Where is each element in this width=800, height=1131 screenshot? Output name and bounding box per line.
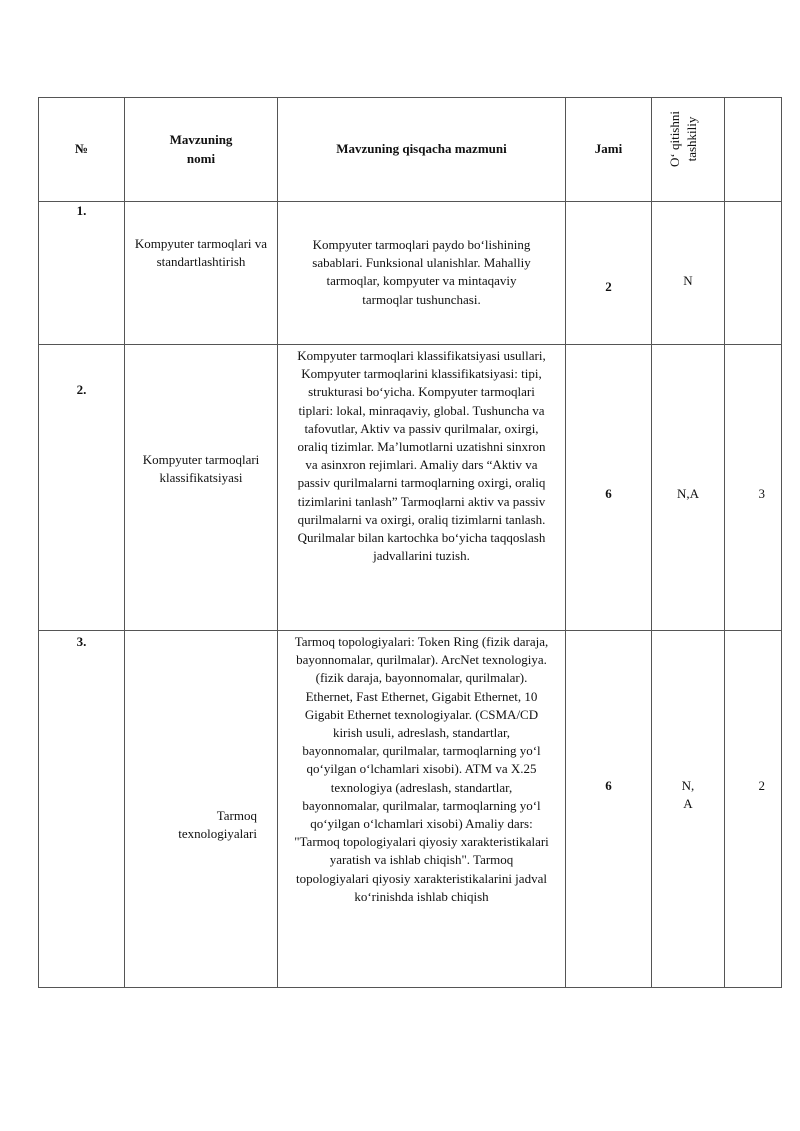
syllabus-table xyxy=(38,97,782,988)
row-form xyxy=(652,345,725,631)
header-number-label: № xyxy=(74,141,89,157)
row-total xyxy=(566,631,652,988)
row-number: 2. xyxy=(76,382,87,397)
row-number: 1. xyxy=(39,202,125,345)
row-topic-name-text: Kompyuter tarmoqlari va standartlashtirish xyxy=(134,236,268,270)
row-total-value: 2 xyxy=(605,279,612,294)
row-topic-name-line: Tarmoq texnologiyalari xyxy=(178,808,257,842)
row-summary-text: Tarmoq topologiyalari: Token Ring (fizik daraja, bayonnomalar, qurilmalar). ArcNet texnologiya. (fizik daraja, bayonnomalar, qurilmalar). Ethernet, Fast Ethernet, Gigabit Ethernet, 10 Gigabit Ethernet texnologiyalar. (CSMA/CD kirish usuli, adreslash, standartlar, bayonnomalar, qurilmalar, tarmoqlarning yo‘l qo‘yilgan o‘lchamlari xisobi). ATM va X.25 texnologiya (adreslash, standartlar, bayonnomalar, qurilmalar, tarmoqlarning yo‘l qo‘yilgan o‘lchamlari xisobi) Amaliy dars: "Tarmoq topologiyalari qiyosiy xarakteristikalari yaratish va ishlab chiqish". Tarmoq topologiyalari qiyosiy xarakteristikalarini jadval ko‘rinishda ishlab chiqish xyxy=(294,634,549,904)
row-topic-name-text xyxy=(125,631,257,843)
header-topic-summary xyxy=(278,98,566,202)
header-extra xyxy=(725,98,782,202)
header-number xyxy=(39,98,125,202)
row-extra xyxy=(725,631,782,988)
row-form-value: N,A xyxy=(676,486,700,501)
row-summary-text: Kompyuter tarmoqlari paydo bo‘lishining sabablari. Funksional ulanishlar. Mahalliy tarmoqlar, kompyuter va mintaqaviy tarmoqlar tushunchasi. xyxy=(312,237,531,307)
row-number: 3. xyxy=(76,634,87,649)
header-total-label: Jami xyxy=(594,141,623,157)
row-total xyxy=(566,202,652,345)
row-number-cell xyxy=(39,631,125,988)
row-form-value: N, A xyxy=(681,778,695,812)
table-row xyxy=(39,202,782,345)
row-summary-text: Kompyuter tarmoqlari klassifikatsiyasi usullari, Kompyuter tarmoqlarini klassifikatsiyasi: tipi, strukturasi bo‘yicha. Kompyuter tarmoqlari tiplari: lokal, minraqaviy, global. Tushuncha va tafovutlar, Aktiv va passiv qurilmalar, oxirgi, oraliq tizimlar. Ma’lumotlarni uzatishni sinxron va asinxron rejimlari. Amaliy dars “Aktiv va passiv qurilmalarni tarmoqlarning oxirgi, oraliq tizimlarini tanlash” Tarmoqlarni aktiv va passiv qurilmalarni va oxirgi, oraliq tizimlarni tanlash. Qurilmalar bilan kartochka bo‘yicha taqqoslash jadvallarini tuzish. xyxy=(297,348,546,564)
row-extra-value xyxy=(725,202,781,272)
row-total xyxy=(566,345,652,631)
row-extra xyxy=(725,202,782,345)
table-header-row xyxy=(39,98,782,202)
row-topic-name xyxy=(125,345,278,631)
header-teaching-form xyxy=(652,98,725,202)
row-form-value: N xyxy=(683,273,693,288)
header-total xyxy=(566,98,652,202)
row-topic-name xyxy=(125,631,278,988)
header-teaching-form-label: O‘ qitishni tashkiliy xyxy=(667,111,699,167)
row-summary xyxy=(278,202,566,345)
row-summary xyxy=(278,631,566,988)
table-row xyxy=(39,631,782,988)
row-number-cell xyxy=(39,345,125,631)
row-topic-name xyxy=(125,202,278,345)
header-topic-name-label: Mavzuning nomi xyxy=(169,132,233,166)
header-topic-summary-label: Mavzuning qisqacha mazmuni xyxy=(336,141,507,157)
row-topic-name-text: Kompyuter tarmoqlari klassifikatsiyasi xyxy=(142,452,260,486)
table-row xyxy=(39,345,782,631)
row-form xyxy=(652,631,725,988)
row-form xyxy=(652,202,725,345)
row-extra xyxy=(725,345,782,631)
row-extra-value: 3 xyxy=(758,486,765,501)
row-total-value: 6 xyxy=(605,778,612,793)
row-extra-value: 2 xyxy=(758,778,765,793)
row-summary xyxy=(278,345,566,631)
header-topic-name xyxy=(125,98,278,202)
row-total-value: 6 xyxy=(605,486,612,501)
